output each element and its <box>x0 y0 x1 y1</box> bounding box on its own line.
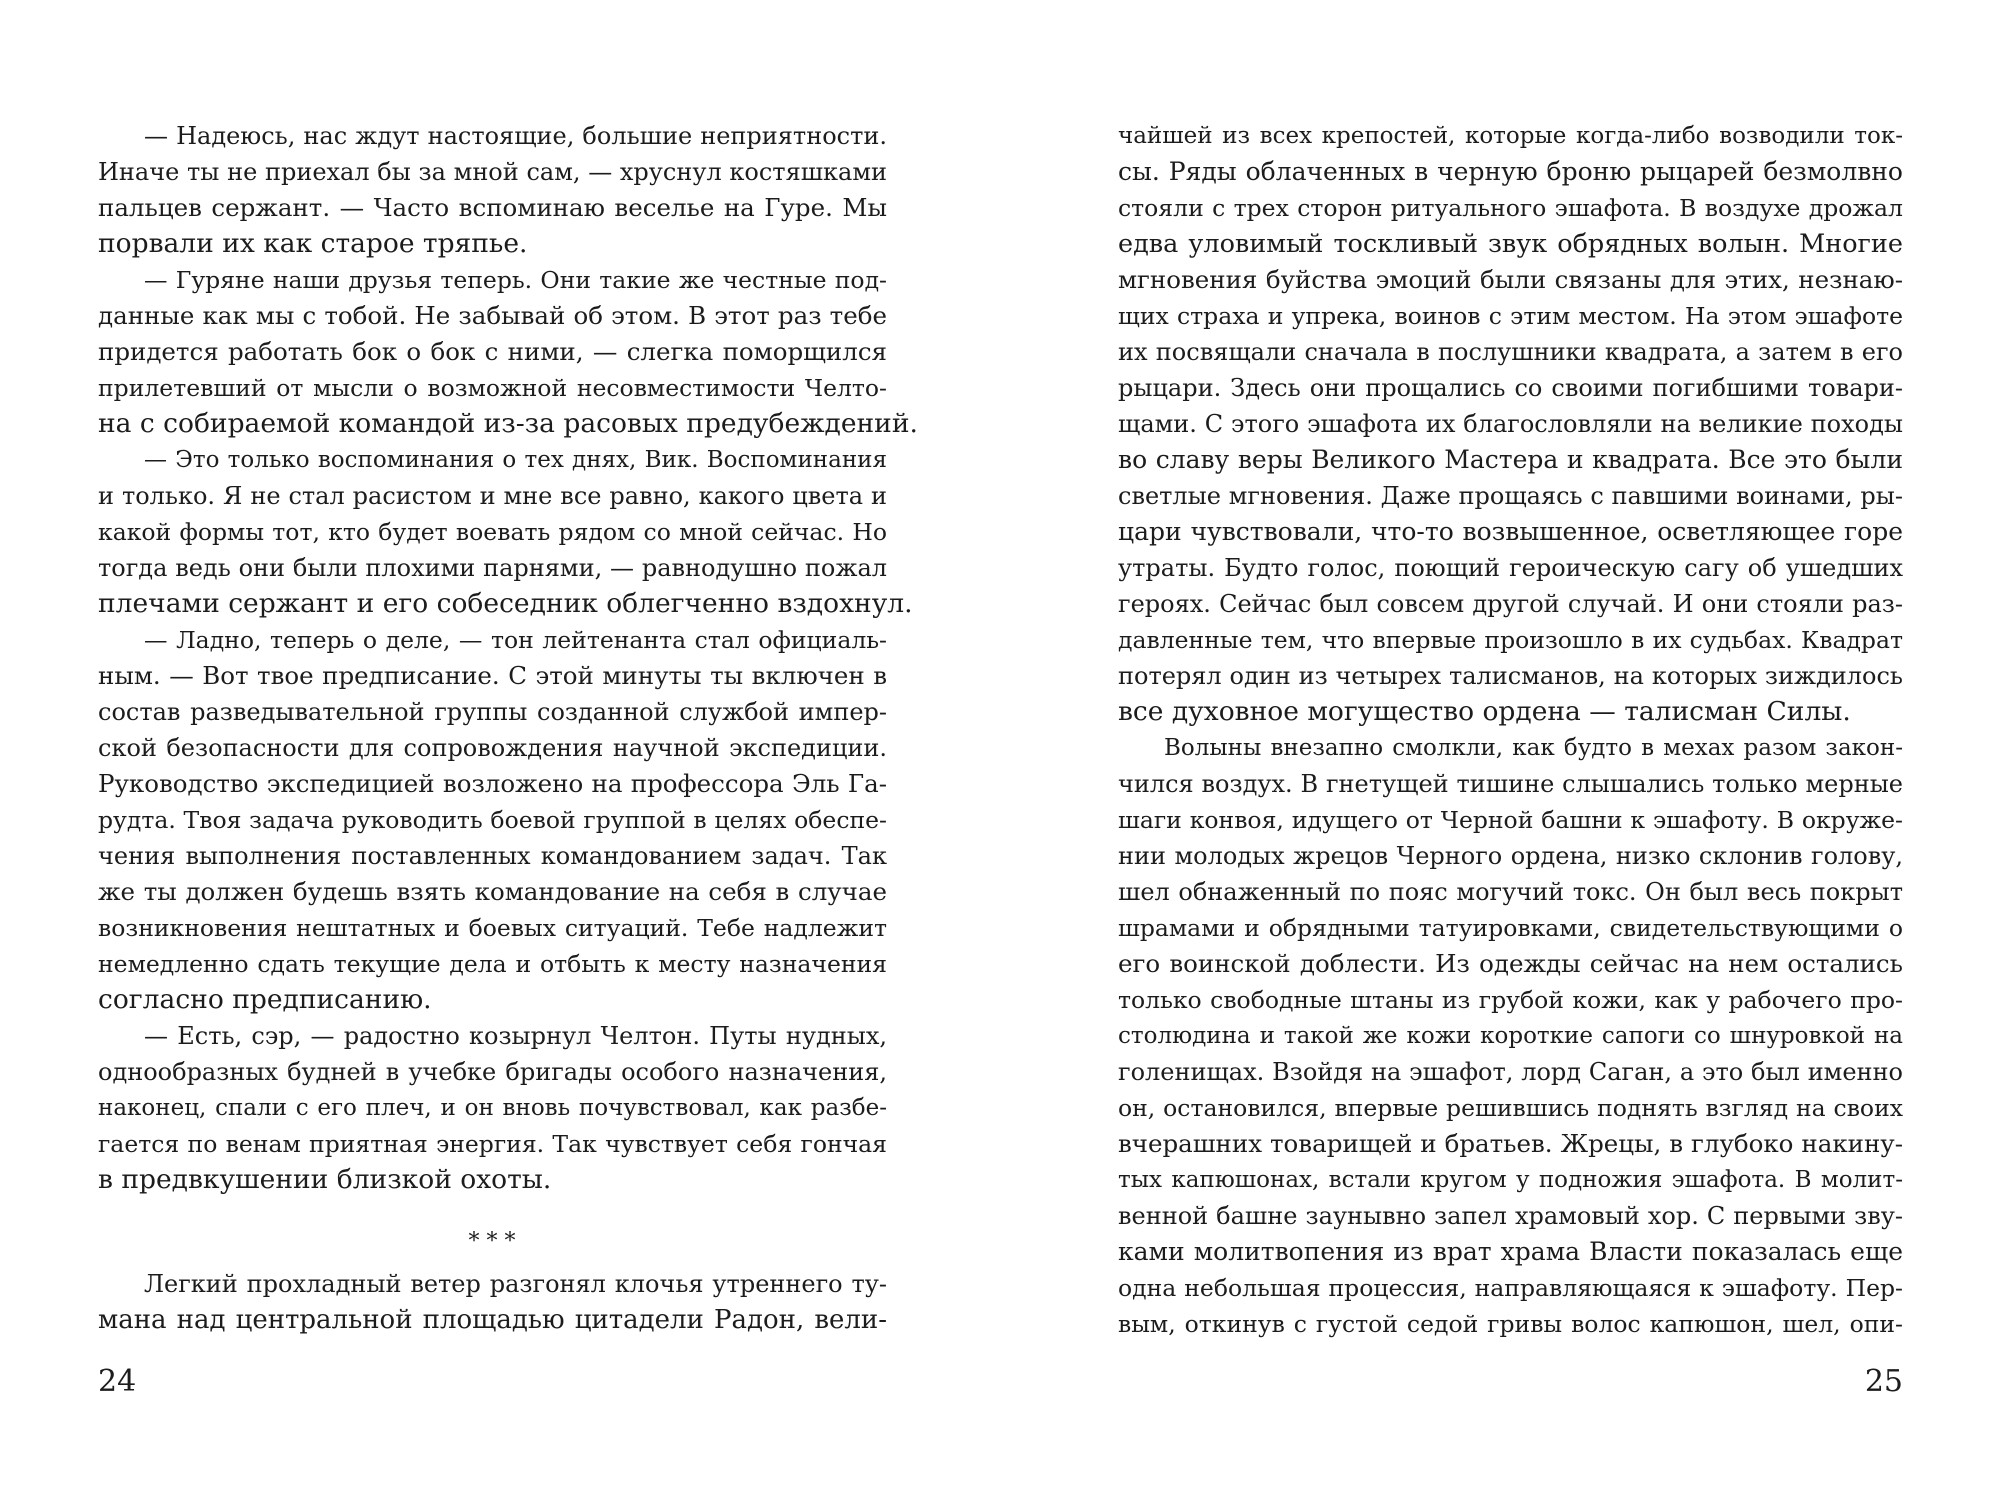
text-line: возникновения нештатных и боевых ситуаций. Тебе надлежит <box>98 914 887 942</box>
text-line: состав разведывательной группы созданной службой импер- <box>98 698 887 726</box>
text-line: щих страха и упрека, воинов с этим местом. На этом эшафоте <box>1118 302 1903 330</box>
text-line: данные как мы с тобой. Не забывай об этом. В этот раз тебе <box>98 301 887 330</box>
text-line: — Это только воспоминания о тех днях, Вик. Воспоминания <box>144 447 887 473</box>
text-line: сы. Ряды облаченных в черную броню рыцарей безмолвно <box>1118 157 1903 186</box>
text-line: чился воздух. В гнетущей тишине слышались только мерные <box>1118 770 1903 798</box>
text-line: мана над центральной площадью цитадели Радон, вели- <box>98 1305 887 1335</box>
text-line: плечами сержант и его собеседник облегченно вздохнул. <box>98 588 913 619</box>
text-line: чайшей из всех крепостей, которые когда-либо возводили ток- <box>1118 123 1903 149</box>
text-line: нии молодых жрецов Черного ордена, низко склонив голову, <box>1118 842 1903 870</box>
text-line: их посвящали сначала в послушники квадрата, а затем в его <box>1118 338 1903 366</box>
text-line: вчерашних товарищей и братьев. Жрецы, в глубоко накину- <box>1118 1129 1903 1158</box>
section-separator: * * * <box>468 1229 516 1254</box>
text-line: — Надеюсь, нас ждут настоящие, большие неприятности. <box>144 122 887 150</box>
text-line: пальцев сержант. — Часто вспоминаю веселье на Гуре. Мы <box>98 193 887 222</box>
text-line: прилетевший от мысли о возможной несовместимости Челто- <box>98 374 887 402</box>
text-line: чения выполнения поставленных командованием задач. Так <box>98 842 887 870</box>
text-line: Легкий прохладный ветер разгонял клочья утреннего ту- <box>144 1270 887 1298</box>
text-line: едва уловимый тоскливый звук обрядных волын. Многие <box>1118 229 1903 259</box>
text-line: потерял один из четырех талисманов, на которых зиждилось <box>1118 662 1903 690</box>
text-line: наконец, спали с его плеч, и он вновь почувствовал, как разбе- <box>98 1095 887 1121</box>
text-line: и только. Я не стал расистом и мне все равно, какого цвета и <box>98 482 887 510</box>
text-line: рудта. Твоя задача руководить боевой группой в целях обеспе- <box>98 806 887 834</box>
text-line: придется работать бок о бок с ними, — слегка поморщился <box>98 337 887 366</box>
text-line: одна небольшая процессия, направляющаяся к эшафоту. Пер- <box>1118 1274 1903 1302</box>
text-line: ками молитвопения из врат храма Власти показалась еще <box>1118 1237 1903 1266</box>
text-line: он, остановился, впервые решившись поднять взгляд на своих <box>1118 1094 1903 1122</box>
text-line: порвали их как старое тряпье. <box>98 228 528 259</box>
text-line: ской безопасности для сопровождения научной экспедиции. <box>98 734 887 762</box>
text-line: голенищах. Взойдя на эшафот, лорд Саган, а это был именно <box>1118 1058 1903 1086</box>
text-line: шрамами и обрядными татуировками, свидетельствующими о <box>1118 914 1903 942</box>
text-line: мгновения буйства эмоций были связаны для этих, незнаю- <box>1118 265 1903 294</box>
text-line: Руководство экспедицией возложено на профессора Эль Га- <box>98 769 887 798</box>
text-line: его воинской доблести. Из одежды сейчас на нем остались <box>1118 949 1903 978</box>
text-line: все духовное могущество ордена — талисман Силы. <box>1118 696 1851 727</box>
text-line: — Есть, сэр, — радостно козырнул Челтон. Путы нудных, <box>144 1022 887 1050</box>
text-line: тогда ведь они были плохими парнями, — равнодушно пожал <box>98 554 887 582</box>
text-line: шел обнаженный по пояс могучий токс. Он был весь покрыт <box>1118 878 1903 906</box>
text-line: венной башне заунывно запел храмовый хор. С первыми зву- <box>1118 1202 1903 1230</box>
text-line: — Гуряне наши друзья теперь. Они такие же честные под- <box>144 266 887 294</box>
text-line: Волыны внезапно смолкли, как будто в мехах разом закон- <box>1164 735 1903 761</box>
text-line: какой формы тот, кто будет воевать рядом со мной сейчас. Но <box>98 518 887 546</box>
text-line: гается по венам приятная энергия. Так чувствует себя гончая <box>98 1130 887 1158</box>
text-line: стояли с трех сторон ритуального эшафота. В воздухе дрожал <box>1118 194 1903 222</box>
text-line: однообразных будней в учебке бригады особого назначения, <box>98 1058 887 1086</box>
text-line: ным. — Вот твое предписание. С этой минуты ты включен в <box>98 661 887 690</box>
text-line: тых капюшонах, встали кругом у подножия эшафота. В молит- <box>1118 1167 1903 1193</box>
text-line: Иначе ты не приехал бы за мной сам, — хруснул костяшками <box>98 158 887 186</box>
text-line: согласно предписанию. <box>98 984 432 1015</box>
text-line: вым, откинув с густой седой гривы волос капюшон, шел, опи- <box>1118 1310 1903 1338</box>
page-number: 24 <box>98 1364 137 1399</box>
text-line: утраты. Будто голос, поющий героическую сагу об ушедших <box>1118 554 1903 582</box>
text-line: рыцари. Здесь они прощались со своими погибшими товари- <box>1118 374 1903 402</box>
text-line: цари чувствовали, что-то возвышенное, осветляющее горе <box>1118 517 1903 546</box>
text-line: светлые мгновения. Даже прощаясь с павшими воинами, ры- <box>1118 482 1903 510</box>
text-line: в предвкушении близкой охоты. <box>98 1164 552 1195</box>
text-line: немедленно сдать текущие дела и отбыть к месту назначения <box>98 950 887 978</box>
text-line: щами. С этого эшафота их благословляли на великие походы <box>1118 410 1903 438</box>
text-line: во славу веры Великого Мастера и квадрата. Все это были <box>1118 445 1903 474</box>
text-line: столюдина и такой же кожи короткие сапоги со шнуровкой на <box>1118 1023 1903 1049</box>
text-line: шаги конвоя, идущего от Черной башни к эшафоту. В окруже- <box>1118 806 1903 834</box>
right-page <box>1000 0 2000 1485</box>
text-line: давленные тем, что впервые произошло в их судьбах. Квадрат <box>1118 626 1903 654</box>
text-line: же ты должен будешь взять командование на себя в случае <box>98 877 887 906</box>
text-line: только свободные штаны из грубой кожи, как у рабочего про- <box>1118 986 1903 1014</box>
text-line: героях. Сейчас был совсем другой случай. И они стояли раз- <box>1118 590 1903 618</box>
text-line: — Ладно, теперь о деле, — тон лейтенанта стал официаль- <box>144 626 887 654</box>
page-number: 25 <box>1864 1364 1903 1399</box>
text-line: на с собираемой командой из-за расовых предубеждений. <box>98 408 918 439</box>
